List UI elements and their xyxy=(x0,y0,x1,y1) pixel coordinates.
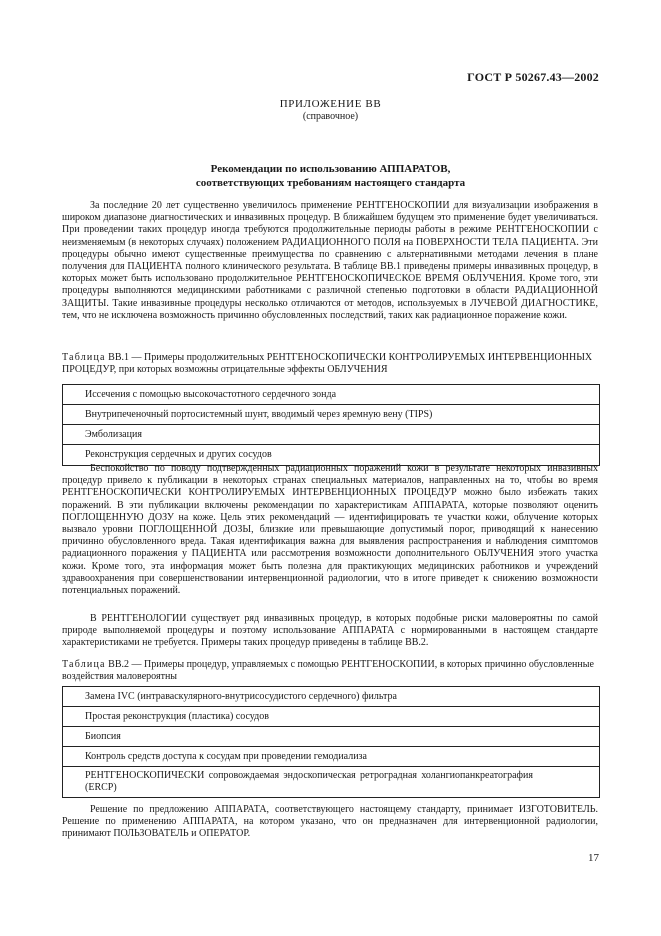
appendix-title: ПРИЛОЖЕНИЕ ВВ xyxy=(279,98,382,110)
recommendations-title xyxy=(0,162,661,190)
table2-row: Контроль средств доступа к сосудам при проведении гемодиализа xyxy=(63,747,599,767)
table-bb2 xyxy=(62,686,600,798)
paragraph-concerns: Беспокойство по поводу подтвержденных радиационных поражений кожи в результате некоторых инвазивных процедур привело к публикации в некоторых странах специальных материалов, направленных на то, чтобы во время РЕНТГЕНОСКОПИЧЕСКИ КОНТРОЛИРУЕМЫХ ИНТЕРВЕНЦИОННЫХ ПРОЦЕДУР можно было избежать таких поражений. В эти публикации включены рекомендации по характеристикам АППАРАТА, которые позволяют оценить ПОГЛОЩЕННУЮ ДОЗУ на коже. Цель этих рекомендаций — идентифицировать те участки кожи, облучение которых вызвало уровни ПОГЛОЩЕННОЙ ДОЗЫ, близкие или превышающие допустимый порог, приводящий к нанесению причинно обусловленного вреда. Такая идентификация важна для выявления распространения и наблюдения симптомов радиационного поражения у ПАЦИЕНТА или рассмотрения возможности дополнительного ОБЛУЧЕНИЯ этого участка кожи. Кроме того, эта информация может быть полезна для практикующих медицинских работников и учреждений здравоохранения при совершенствовании интервенционной радиологии, что в итоге приведет к снижению возможности потенциальных поражений. xyxy=(62,463,598,597)
paragraph-decision: Решение по предложению АППАРАТА, соответствующего настоящему стандарту, принимает ИЗГОТОВИТЕЛЬ. Решение по применению АППАРАТА, на котором указано, что он предназначен для интервенционной радиологии, принимают ПОЛЬЗОВАТЕЛЬ и ОПЕРАТОР. xyxy=(62,804,598,840)
table2-row: Простая реконструкция (пластика) сосудов xyxy=(63,707,599,727)
table1-caption xyxy=(62,352,598,376)
table2-row: РЕНТГЕНОСКОПИЧЕСКИ сопровождаемая эндоскопическая ретроградная холангиопанкреатография (ERCP) xyxy=(85,770,533,793)
page-number: 17 xyxy=(588,852,599,864)
table2-caption xyxy=(62,659,598,683)
table2-row: Биопсия xyxy=(63,727,599,747)
standard-header: ГОСТ Р 50267.43—2002 xyxy=(467,70,599,84)
table1-row: Реконструкция сердечных и других сосудов xyxy=(85,449,272,460)
table2-caption-text: ВВ.2 — Примеры процедур, управляемых с помощью РЕНТГЕНОСКОПИИ, в которых причинно обусловленные воздействия маловероятны xyxy=(62,659,594,682)
appendix-subtitle: (справочное) xyxy=(302,111,359,122)
table1-row: Эмболизация xyxy=(63,425,599,445)
table2-row: Замена IVC (интраваскулярного-внутрисосудистого сердечного) фильтра xyxy=(63,687,599,707)
paragraph-radiology: В РЕНТГЕНОЛОГИИ существует ряд инвазивных процедур, в которых подобные риски маловероятны по самой природе выполняемой процедуры и поэтому использование АППАРАТА с нормированными в настоящем стандарте характеристиками не требуется. Примеры таких процедур приведены в таблице ВВ.2. xyxy=(62,613,598,649)
recommendations-title-line2: соответствующих требованиям настоящего стандарта xyxy=(195,177,466,189)
table1-caption-text: ВВ.1 — Примеры продолжительных РЕНТГЕНОСКОПИЧЕСКИ КОНТРОЛИРУЕМЫХ ИНТЕРВЕНЦИОННЫХ ПРОЦЕДУР, при которых возможны отрицательные эффекты ОБЛУЧЕНИЯ xyxy=(62,352,593,375)
table-bb1 xyxy=(62,384,600,466)
table1-label: Таблица xyxy=(62,352,106,363)
table2-label: Таблица xyxy=(62,659,106,670)
recommendations-title-line1: Рекомендации по использованию АППАРАТОВ, xyxy=(210,163,451,175)
paragraph-intro: За последние 20 лет существенно увеличилось применение РЕНТГЕНОСКОПИИ для визуализации изображения в широком диапазоне диагностических и инвазивных процедур. В ближайшем будущем это применение будет увеличиваться. При проведении таких процедур иногда требуются продолжительные периоды работы в режиме РЕНТГЕНОСКОПИИ с неизменяемым (в некоторых случаях) положением РАДИАЦИОННОГО ПОЛЯ на ПОВЕРХНОСТИ ТЕЛА ПАЦИЕНТА. Эти процедуры обычно имеют существенные преимущества по сравнению с альтернативными методами лечения в плане получения для ПАЦИЕНТА полного клинического результата. В таблице ВВ.1 приведены примеры инвазивных процедур, в которых может быть использовано продолжительное РЕНТГЕНОСКОПИЧЕСКОЕ ВРЕМЯ ОБЛУЧЕНИЯ. Кроме того, эти процедуры выполняются медицинскими работниками с различной степенью подготовки в области РАДИАЦИОННОЙ ЗАЩИТЫ. Такие инвазивные процедуры несколько отличаются от методов, используемых в ЛУЧЕВОЙ ДИАГНОСТИКЕ, тем, что не исключена возможность причинно обусловленных последствий, таких как радиационное поражение кожи. xyxy=(62,200,598,321)
table1-row: Иссечения с помощью высокочастотного сердечного зонда xyxy=(63,385,599,405)
table1-row: Внутрипеченочный портосистемный шунт, вводимый через яремную вену (TIPS) xyxy=(63,405,599,425)
